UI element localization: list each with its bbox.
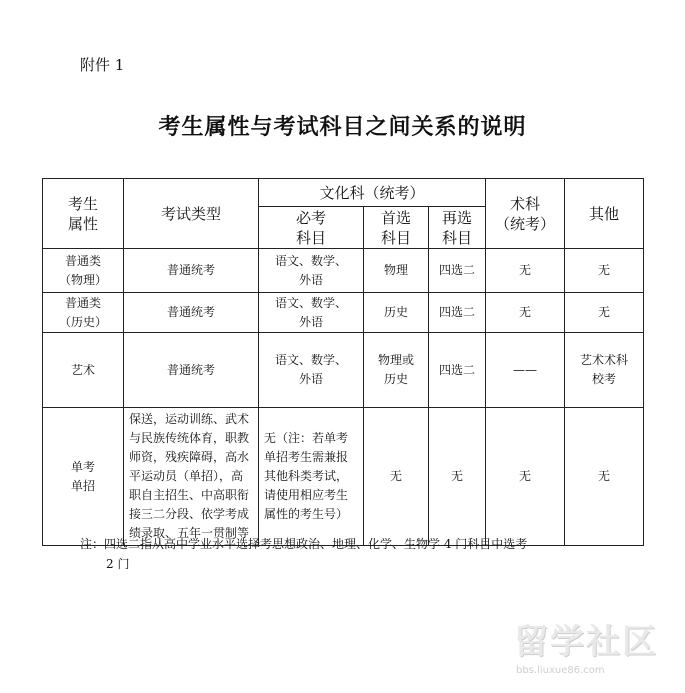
cell-first-choice-line1: 物理或 bbox=[377, 353, 414, 367]
header-second-choice bbox=[429, 207, 486, 249]
header-candidate-attribute bbox=[43, 179, 124, 249]
header-candidate-attribute-line2: 属性 bbox=[67, 214, 98, 233]
cell-exam-type: 普通统考 bbox=[124, 333, 259, 408]
watermark-url: bbs.liuxue86.com bbox=[516, 665, 605, 676]
watermark bbox=[508, 622, 678, 684]
document-title: 考生属性与考试科目之间关系的说明 bbox=[158, 114, 527, 140]
cell-candidate-attribute bbox=[43, 293, 124, 333]
cell-other: 无 bbox=[565, 249, 644, 293]
header-skill-subjects bbox=[486, 179, 565, 249]
header-first-choice bbox=[364, 207, 429, 249]
cell-first-choice bbox=[364, 249, 429, 293]
cell-first-choice bbox=[364, 293, 429, 333]
footnote-line1: 注：四选二指从高中学业水平选择考思想政治、地理、化学、生物学 4 门科目中选考 bbox=[80, 537, 528, 551]
cell-other bbox=[565, 333, 644, 408]
table-row bbox=[43, 333, 644, 408]
cell-attr-line1: 普通类 bbox=[64, 253, 101, 268]
cell-candidate-attribute bbox=[43, 249, 124, 293]
cell-first-choice: 无 bbox=[364, 408, 429, 546]
cell-required-subjects bbox=[259, 293, 364, 333]
header-skill-line1: 术科 bbox=[510, 194, 541, 213]
footnote bbox=[80, 534, 620, 574]
header-candidate-attribute-line1: 考生 bbox=[67, 194, 98, 213]
header-exam-type: 考试类型 bbox=[124, 179, 259, 249]
cell-required-line1: 语文、数学、 bbox=[274, 295, 347, 310]
cell-skill: 无 bbox=[486, 249, 565, 293]
cell-attr-line1: 单考 bbox=[70, 459, 95, 474]
cell-required-line1: 语文、数学、 bbox=[274, 253, 347, 268]
cell-exam-type: 普通统考 bbox=[124, 293, 259, 333]
cell-candidate-attribute: 艺术 bbox=[43, 333, 124, 408]
header-second-choice-line1: 再选 bbox=[442, 208, 473, 227]
cell-second-choice: 无 bbox=[429, 408, 486, 546]
cell-second-choice: 四选二 bbox=[429, 249, 486, 293]
cell-required-line2: 外语 bbox=[298, 372, 323, 386]
cell-required-line2: 外语 bbox=[298, 314, 323, 329]
header-other: 其他 bbox=[565, 179, 644, 249]
cell-second-choice: 四选二 bbox=[429, 293, 486, 333]
header-culture-subjects: 文化科（统考） bbox=[259, 179, 486, 207]
cell-required-subjects bbox=[259, 333, 364, 408]
header-second-choice-line2: 科目 bbox=[442, 228, 473, 247]
watermark-logo: 留学社区 bbox=[514, 622, 658, 662]
cell-required-line2: 外语 bbox=[298, 272, 323, 287]
footnote-line2: 2 门 bbox=[106, 557, 130, 571]
cell-first-choice-line1: 物理 bbox=[383, 263, 408, 277]
cell-other: 无 bbox=[565, 293, 644, 333]
table-row bbox=[43, 293, 644, 333]
cell-first-choice-line1: 历史 bbox=[383, 305, 408, 319]
table-row bbox=[43, 408, 644, 546]
header-required-line2: 科目 bbox=[295, 228, 326, 247]
header-required-line1: 必考 bbox=[295, 208, 326, 227]
cell-first-choice-line2: 历史 bbox=[383, 372, 408, 386]
header-row-top bbox=[43, 179, 644, 207]
cell-attr-line1: 普通类 bbox=[64, 295, 101, 310]
cell-other-line1: 艺术术科 bbox=[580, 353, 629, 367]
cell-other-line2: 校考 bbox=[592, 372, 617, 386]
cell-required-line1: 语文、数学、 bbox=[274, 353, 347, 367]
attachment-label: 附件 1 bbox=[80, 56, 125, 74]
cell-attr-line2: （历史） bbox=[58, 314, 107, 329]
cell-exam-type: 普通统考 bbox=[124, 249, 259, 293]
cell-skill: —— bbox=[486, 333, 565, 408]
cell-required-subjects: 无（注：若单考单招考生需兼报其他科类考试，请使用相应考生属性的考生号） bbox=[259, 408, 364, 546]
header-first-choice-line1: 首选 bbox=[380, 208, 411, 227]
cell-attr-line2: 单招 bbox=[70, 478, 95, 493]
header-required-subjects bbox=[259, 207, 364, 249]
cell-other: 无 bbox=[565, 408, 644, 546]
cell-required-subjects bbox=[259, 249, 364, 293]
header-first-choice-line2: 科目 bbox=[380, 228, 411, 247]
table-row bbox=[43, 249, 644, 293]
cell-exam-type: 保送，运动训练、武术与民族传统体育，职教师资，残疾障碍，高水平运动员（单招），高职自主招生、中高职衔接三二分段、依学考成绩录取、五年一贯制等 bbox=[124, 408, 259, 546]
cell-skill: 无 bbox=[486, 408, 565, 546]
cell-first-choice bbox=[364, 333, 429, 408]
subject-relation-table bbox=[42, 178, 644, 546]
cell-attr-line2: （物理） bbox=[58, 272, 107, 287]
header-skill-line2: （统考） bbox=[495, 214, 556, 233]
cell-candidate-attribute bbox=[43, 408, 124, 546]
cell-skill: 无 bbox=[486, 293, 565, 333]
cell-second-choice: 四选二 bbox=[429, 333, 486, 408]
